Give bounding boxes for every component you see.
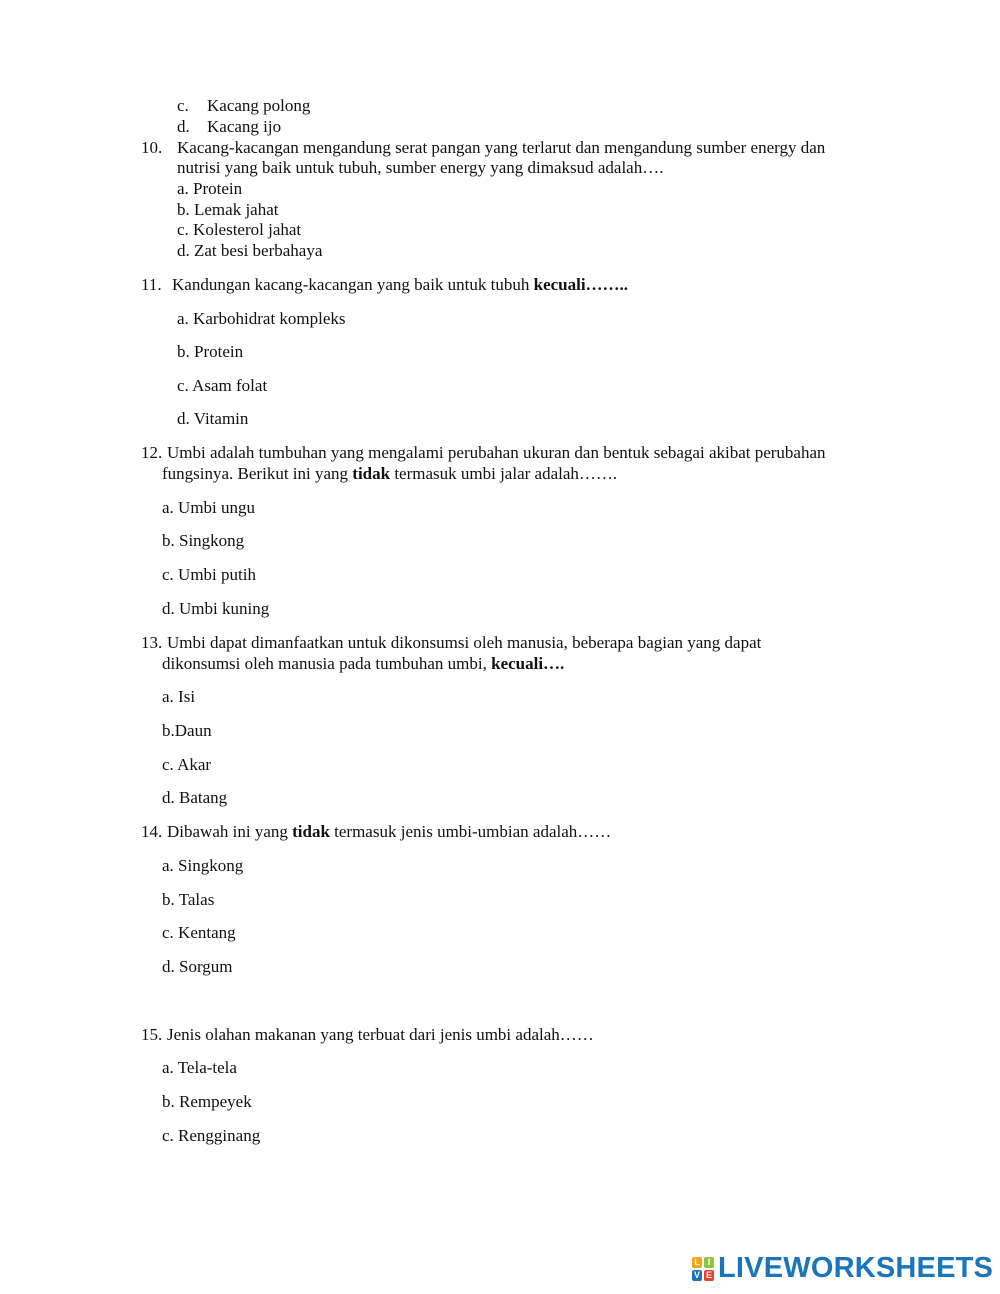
logo-tiles-icon	[692, 1257, 714, 1281]
q15-option-a: a. Tela-tela	[162, 1058, 237, 1077]
q12-line2-bold: tidak	[352, 464, 391, 483]
q12-line1: Umbi adalah tumbuhan yang mengalami perubahan ukuran dan bentuk sebagai akibat perubahan	[167, 443, 826, 462]
q10-option-c: c. Kolesterol jahat	[177, 220, 302, 239]
logo-tile-i: I	[704, 1257, 714, 1268]
q11-question	[141, 275, 628, 295]
q11-option-c: c. Asam folat	[177, 376, 268, 395]
q15-option-b: b. Rempeyek	[162, 1092, 252, 1111]
q14-post: termasuk jenis umbi-umbian adalah……	[329, 822, 612, 841]
q14-option-a: a. Singkong	[162, 856, 244, 875]
q13-option-c: c. Akar	[162, 755, 212, 774]
q10-option-a: a. Protein	[177, 179, 243, 198]
q12-option-b: b. Singkong	[162, 531, 245, 550]
logo-tile-v: V	[693, 1270, 700, 1280]
q14-bold: tidak	[292, 822, 330, 841]
q14-pre: Dibawah ini yang	[167, 822, 293, 841]
q9-option-d-letter: d.	[177, 117, 190, 136]
q10-line2: nutrisi yang baik untuk tubuh, sumber energy yang dimaksud adalah….	[177, 158, 664, 177]
q13-option-a: a. Isi	[162, 687, 196, 706]
q13-line1: Umbi dapat dimanfaatkan untuk dikonsumsi oleh manusia, beberapa bagian yang dapat	[167, 633, 762, 652]
q13-line2	[162, 654, 564, 674]
q12-option-d: d. Umbi kuning	[162, 599, 270, 618]
q12-option-c: c. Umbi putih	[162, 565, 256, 584]
q15-text: Jenis olahan makanan yang terbuat dari jenis umbi adalah……	[167, 1025, 594, 1044]
q14-option-b: b. Talas	[162, 890, 215, 909]
logo-tile-e: E	[705, 1270, 712, 1280]
q15-question	[141, 1025, 594, 1045]
q14-question	[141, 822, 611, 842]
q13-line2-pre: dikonsumsi oleh manusia pada tumbuhan umbi,	[162, 654, 492, 673]
q13-line2-bold: kecuali….	[491, 654, 565, 673]
q12-line2	[162, 464, 617, 484]
q11-option-d: d. Vitamin	[177, 409, 249, 428]
q11-bold: kecuali……..	[533, 275, 629, 294]
q9-option-d-text: Kacang ijo	[207, 117, 282, 136]
q12-option-a: a. Umbi ungu	[162, 498, 256, 517]
q9-option-d	[177, 117, 281, 137]
q13-number: 13.	[141, 633, 163, 652]
logo-tile-l: L	[692, 1257, 702, 1268]
q12-question	[141, 443, 826, 463]
q13-question	[141, 633, 761, 653]
q10-option-b: b. Lemak jahat	[177, 200, 279, 219]
q14-number: 14.	[141, 822, 163, 841]
q9-option-c-letter: c.	[177, 96, 189, 115]
q9-option-c-text: Kacang polong	[207, 96, 311, 115]
q10-question	[141, 138, 825, 158]
q14-option-c: c. Kentang	[162, 923, 236, 942]
liveworksheets-logo	[692, 1252, 993, 1285]
q13-option-d: d. Batang	[162, 788, 228, 807]
q11-number: 11.	[141, 275, 162, 294]
q12-number: 12.	[141, 443, 163, 462]
q10-line1: Kacang-kacangan mengandung serat pangan yang terlarut dan mengandung sumber energy dan	[177, 138, 826, 157]
q13-option-b: b.Daun	[162, 721, 212, 740]
q10-option-d: d. Zat besi berbahaya	[177, 241, 323, 260]
q11-text: Kandungan kacang-kacangan yang baik untuk tubuh	[172, 275, 534, 294]
q11-option-b: b. Protein	[177, 342, 244, 361]
q10-number: 10.	[141, 138, 163, 157]
q9-option-c	[177, 96, 310, 116]
logo-text: LIVEWORKSHEETS	[718, 1252, 994, 1284]
q15-number: 15.	[141, 1025, 163, 1044]
q11-option-a: a. Karbohidrat kompleks	[177, 309, 346, 328]
q12-line2-post: termasuk umbi jalar adalah…….	[390, 464, 618, 483]
q14-option-d: d. Sorgum	[162, 957, 233, 976]
q12-line2-pre: fungsinya. Berikut ini yang	[162, 464, 353, 483]
q15-option-c: c. Rengginang	[162, 1126, 261, 1145]
